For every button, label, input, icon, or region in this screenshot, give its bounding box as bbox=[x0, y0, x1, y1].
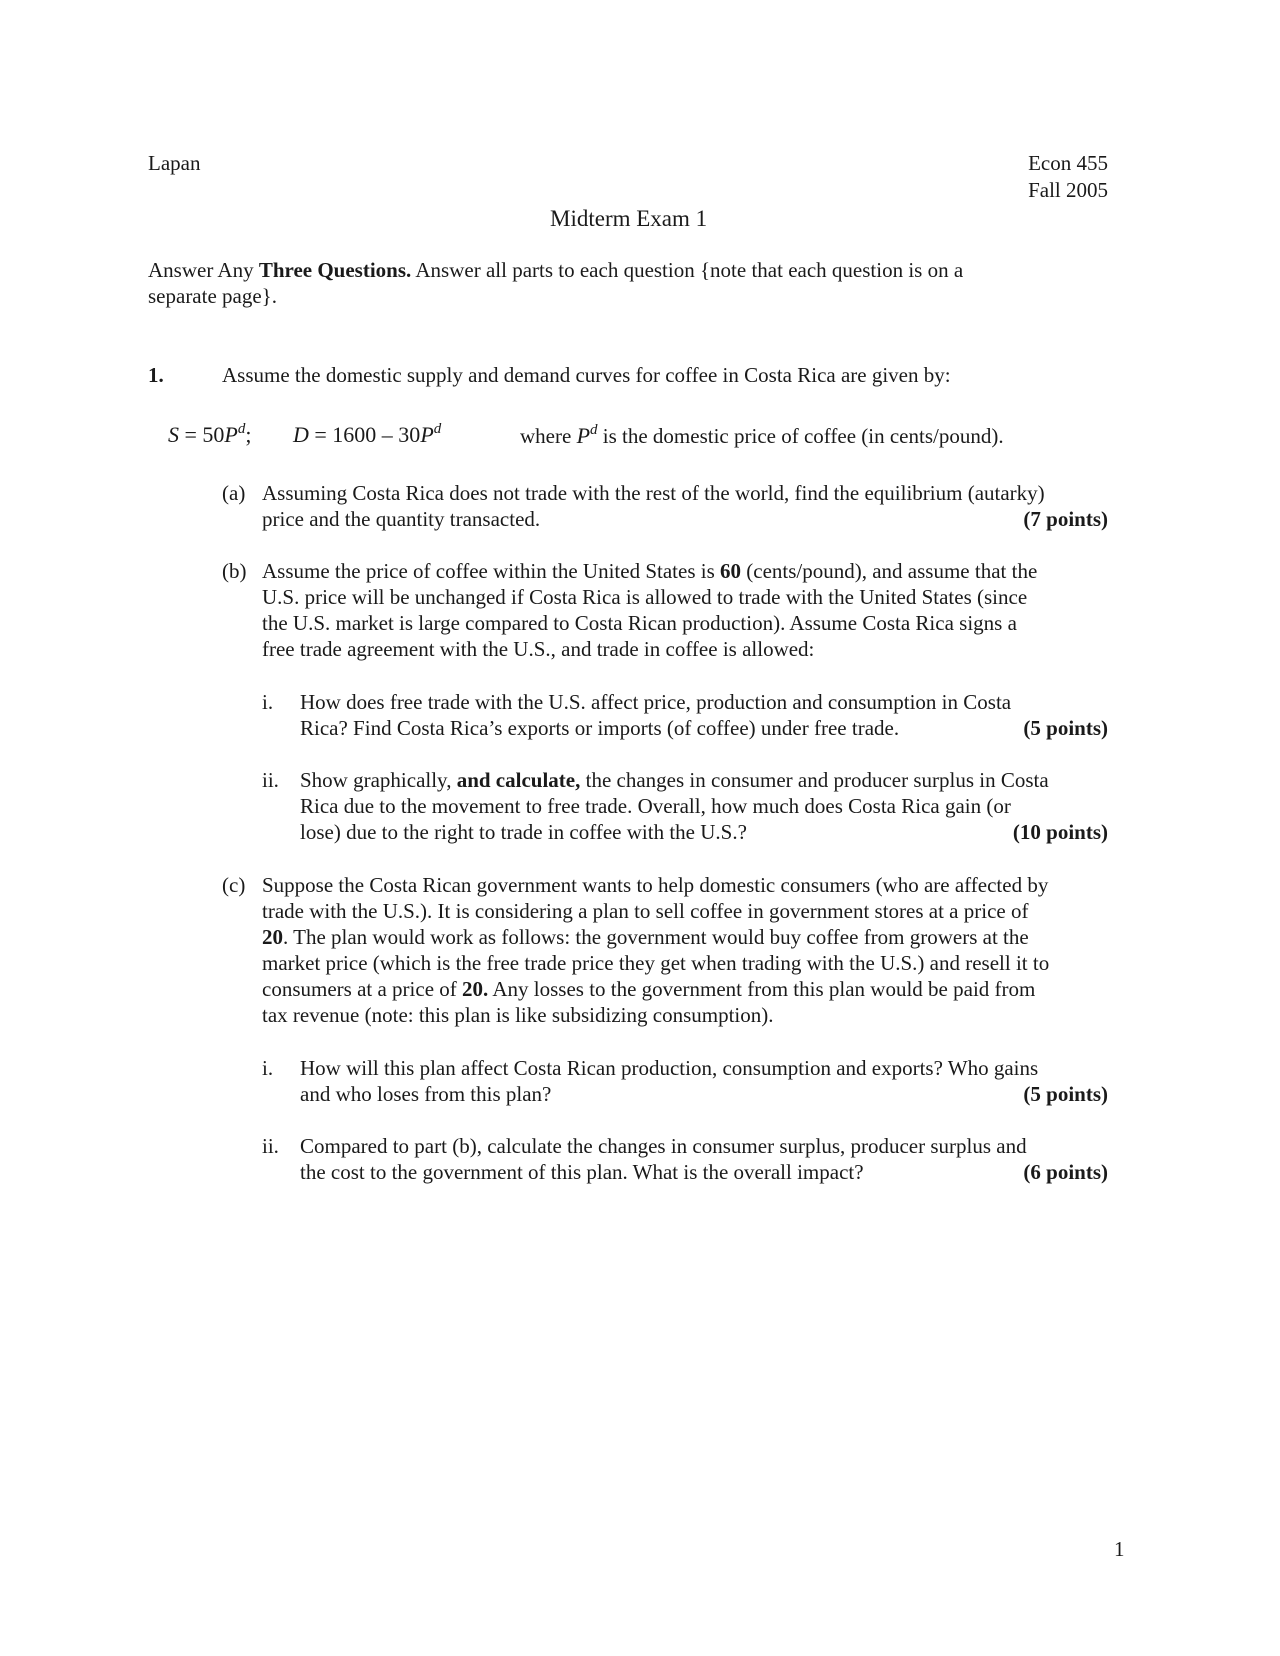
part-c-ii-label: ii. bbox=[262, 1134, 279, 1158]
part-c-line-1: Suppose the Costa Rican government wants to help domestic consumers (who are affected by bbox=[262, 873, 1049, 897]
part-b-line-4: free trade agreement with the U.S., and trade in coffee is allowed: bbox=[262, 637, 815, 661]
part-a-points: (7 points) bbox=[1023, 507, 1108, 531]
part-b-line-2: U.S. price will be unchanged if Costa Rica is allowed to trade with the United States (since bbox=[262, 585, 1028, 609]
part-c-ii-points: (6 points) bbox=[1023, 1160, 1108, 1184]
part-a-line-1: Assuming Costa Rica does not trade with the rest of the world, find the equilibrium (autarky) bbox=[262, 481, 1045, 505]
part-b-i-points: (5 points) bbox=[1023, 716, 1108, 740]
part-b-ii-line-2: Rica due to the movement to free trade. Overall, how much does Costa Rica gain (or bbox=[300, 794, 1011, 818]
part-c-ii-line-1: Compared to part (b), calculate the changes in consumer surplus, producer surplus and bbox=[300, 1134, 1027, 1158]
equation-where-clause: where $P^d$ is the domestic price of coffee (in cents/pound). bbox=[520, 422, 1004, 448]
part-b-i-line-1: How does free trade with the U.S. affect price, production and consumption in Costa bbox=[300, 690, 1012, 714]
part-b-ii-label: ii. bbox=[262, 768, 279, 792]
part-c-line-3: 20. The plan would work as follows: the government would buy coffee from growers at the bbox=[262, 925, 1029, 949]
part-c-line-5: consumers at a price of 20. Any losses to the government from this plan would be paid from bbox=[262, 977, 1036, 1001]
part-b-label: (b) bbox=[222, 559, 247, 583]
question-number: 1. bbox=[148, 363, 164, 387]
part-c-i-label: i. bbox=[262, 1056, 274, 1080]
part-c-label: (c) bbox=[222, 873, 246, 897]
instructor-name: Lapan bbox=[148, 151, 201, 175]
instructions-line-1: Answer Any Three Questions. Answer all parts to each question {note that each question is on a bbox=[148, 258, 964, 282]
part-c-line-4: market price (which is the free trade price they get when trading with the U.S.) and resell it to bbox=[262, 951, 1050, 975]
part-c-i-points: (5 points) bbox=[1023, 1082, 1108, 1106]
part-b-line-1: Assume the price of coffee within the United States is 60 (cents/pound), and assume that the bbox=[262, 559, 1038, 583]
part-b-ii-line-3: lose) due to the right to trade in coffee with the U.S.? bbox=[300, 820, 747, 844]
part-b-ii-points: (10 points) bbox=[1012, 820, 1108, 844]
page-number: 1 bbox=[1114, 1537, 1125, 1561]
part-b-i-line-2: Rica? Find Costa Rica’s exports or imports (of coffee) under free trade. bbox=[300, 716, 900, 740]
part-a-label: (a) bbox=[222, 481, 246, 505]
demand-equation: $D = 1600 - 30P^d$ bbox=[293, 421, 442, 447]
part-b-line-3: the U.S. market is large compared to Costa Rican production). Assume Costa Rica signs a bbox=[262, 611, 1017, 635]
instructions-line-2: separate page}. bbox=[148, 284, 278, 308]
part-c-i-line-2: and who loses from this plan? bbox=[300, 1082, 552, 1106]
supply-equation: $S = 50P^d$; bbox=[168, 421, 252, 447]
page-title: Midterm Exam 1 bbox=[550, 206, 708, 231]
part-c-line-2: trade with the U.S.). It is considering a plan to sell coffee in government stores at a price of bbox=[262, 899, 1029, 923]
course-name: Econ 455 bbox=[1028, 151, 1108, 175]
part-c-ii-line-2: the cost to the government of this plan. What is the overall impact? bbox=[300, 1160, 864, 1184]
part-a-line-2: price and the quantity transacted. bbox=[262, 507, 541, 531]
term: Fall 2005 bbox=[1028, 178, 1108, 202]
part-b-ii-line-1: Show graphically, and calculate, the changes in consumer and producer surplus in Costa bbox=[300, 768, 1049, 792]
part-c-line-6: tax revenue (note: this plan is like subsidizing consumption). bbox=[262, 1003, 774, 1027]
part-b-i-label: i. bbox=[262, 690, 274, 714]
question-intro: Assume the domestic supply and demand curves for coffee in Costa Rica are given by: bbox=[222, 363, 951, 387]
part-c-i-line-1: How will this plan affect Costa Rican production, consumption and exports? Who gains bbox=[300, 1056, 1039, 1080]
